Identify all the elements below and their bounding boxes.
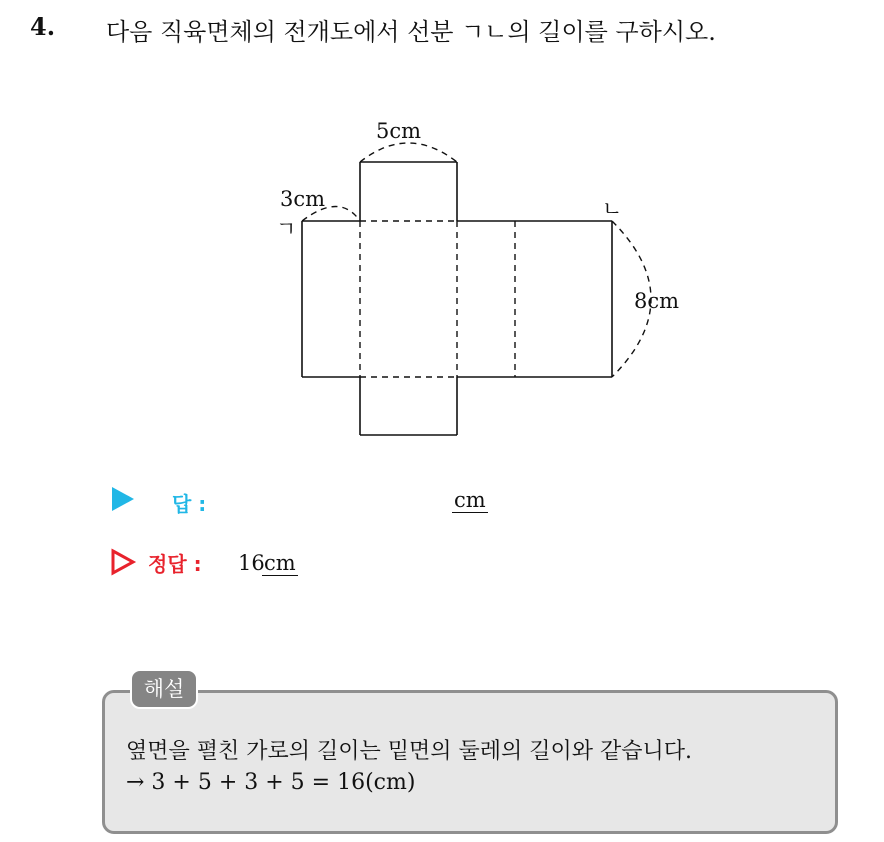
label-top-width: 5cm: [376, 119, 422, 143]
question-text: 다음 직육면체의 전개도에서 선분 ㄱㄴ의 길이를 구하시오.: [106, 18, 716, 46]
play-outline-icon: [108, 547, 138, 577]
correct-tag: 정답 :: [148, 552, 202, 576]
dimension-arc-top: [360, 143, 457, 162]
label-right-height: 8cm: [634, 289, 680, 313]
label-left-depth: 3cm: [280, 187, 326, 211]
answer-tag: 답 :: [172, 492, 207, 516]
solution-tag: 해설: [130, 669, 198, 709]
solution-equation: → 3 + 5 + 3 + 5 = 16(cm): [126, 770, 416, 795]
answer-blank-unit[interactable]: cm: [454, 488, 486, 512]
correct-value: 16: [238, 551, 265, 575]
play-icon: [108, 484, 138, 514]
question-number: 4.: [30, 12, 56, 41]
correct-unit: cm: [264, 551, 296, 575]
point-b-label: ㄴ: [602, 197, 623, 221]
solution-text: 옆면을 펼친 가로의 길이는 밑면의 둘레의 길이와 같습니다.: [126, 739, 692, 764]
point-a-label: ㄱ: [276, 217, 297, 241]
